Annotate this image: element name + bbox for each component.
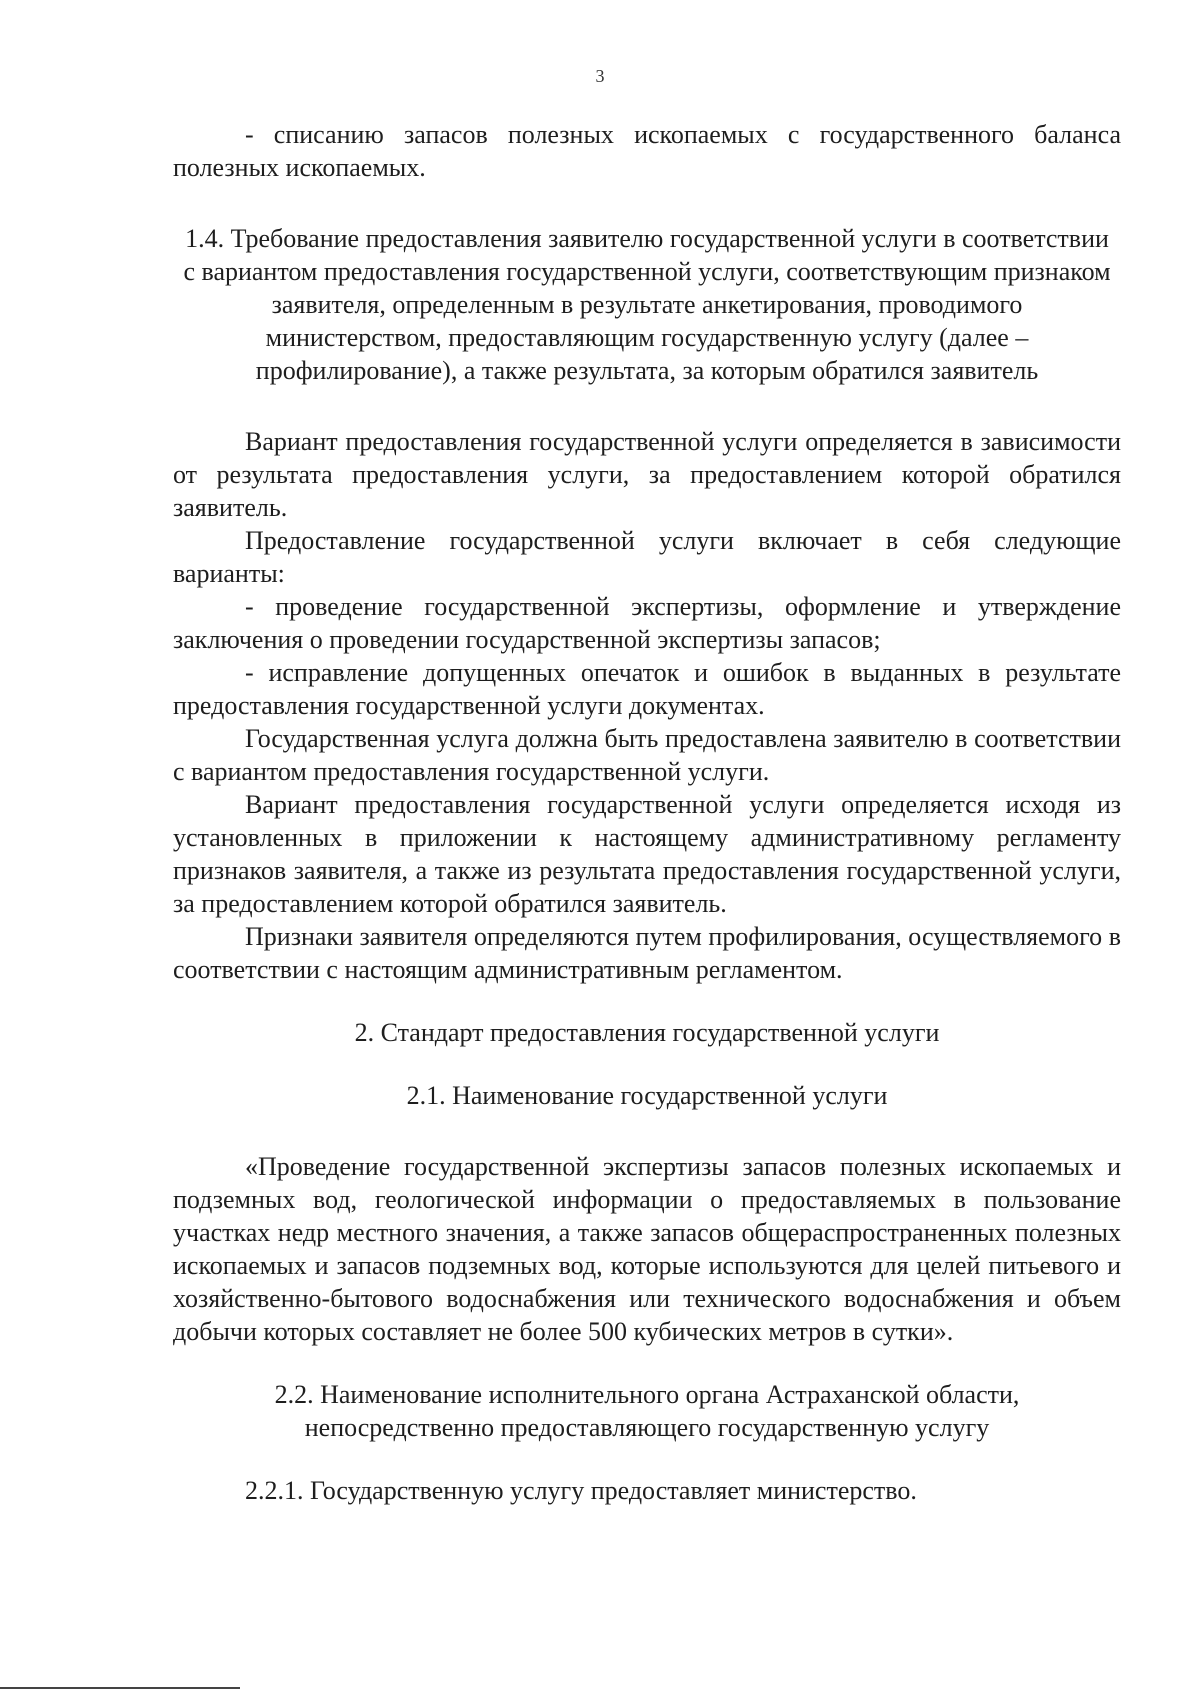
paragraph-2-2-1: 2.2.1. Государственную услугу предоставляет министерство. bbox=[245, 1476, 917, 1505]
document-body bbox=[173, 118, 1121, 1507]
list-item-corrections: - исправление допущенных опечаток и ошибок в выданных в результате предоставления государственной услуги документах. bbox=[173, 658, 1121, 720]
list-item-expertise: - проведение государственной экспертизы, оформление и утверждение заключения о проведении государственной экспертизы запасов; bbox=[173, 592, 1121, 654]
paragraph-applicant-signs: Признаки заявителя определяются путем профилирования, осуществляемого в соответствии с настоящим административным регламентом. bbox=[173, 922, 1121, 984]
section-heading-2-2: 2.2. Наименование исполнительного органа Астраханской области, непосредственно предоставляющего государственную услугу bbox=[274, 1380, 1020, 1442]
paragraph-variant-determination: Вариант предоставления государственной услуги определяется исходя из установленных в приложении к настоящему административному регламенту признаков заявителя, а также из результата предоставления государственной услуги, за предоставлением которой обратился заявитель. bbox=[173, 790, 1121, 918]
page-number: 3 bbox=[595, 66, 605, 86]
paragraph-service-provision: Государственная услуга должна быть предоставлена заявителю в соответствии с вариантом предоставления государственной услуги. bbox=[173, 724, 1121, 786]
bottom-rule bbox=[0, 1687, 240, 1689]
paragraph-variants-intro: Предоставление государственной услуги включает в себя следующие варианты: bbox=[173, 526, 1121, 588]
list-item-write-off: - списанию запасов полезных ископаемых с государственного баланса полезных ископаемых. bbox=[173, 120, 1121, 182]
section-heading-1-4: 1.4. Требование предоставления заявителю государственной услуги в соответствии с вариантом предоставления государственной услуги, соответствующим признаком заявителя, определенным в результате анкетирования, проводимого министерством, предоставляющим государственную услугу (далее – профилирование), а также результата, за которым обратился заявитель bbox=[183, 224, 1111, 385]
paragraph-variant-definition: Вариант предоставления государственной услуги определяется в зависимости от результата предоставления услуги, за предоставлением которой обратился заявитель. bbox=[173, 427, 1121, 522]
section-heading-2-1: 2.1. Наименование государственной услуги bbox=[406, 1081, 888, 1110]
section-heading-2: 2. Стандарт предоставления государственной услуги bbox=[354, 1018, 940, 1047]
paragraph-service-name: «Проведение государственной экспертизы запасов полезных ископаемых и подземных вод, геологической информации о предоставляемых в пользование участках недр местного значения, а также запасов общераспространенных полезных ископаемых и запасов подземных вод, которые используются для целей питьевого и хозяйственно-бытового водоснабжения или технического водоснабжения и объем добычи которых составляет не более 500 кубических метров в сутки». bbox=[173, 1152, 1121, 1346]
